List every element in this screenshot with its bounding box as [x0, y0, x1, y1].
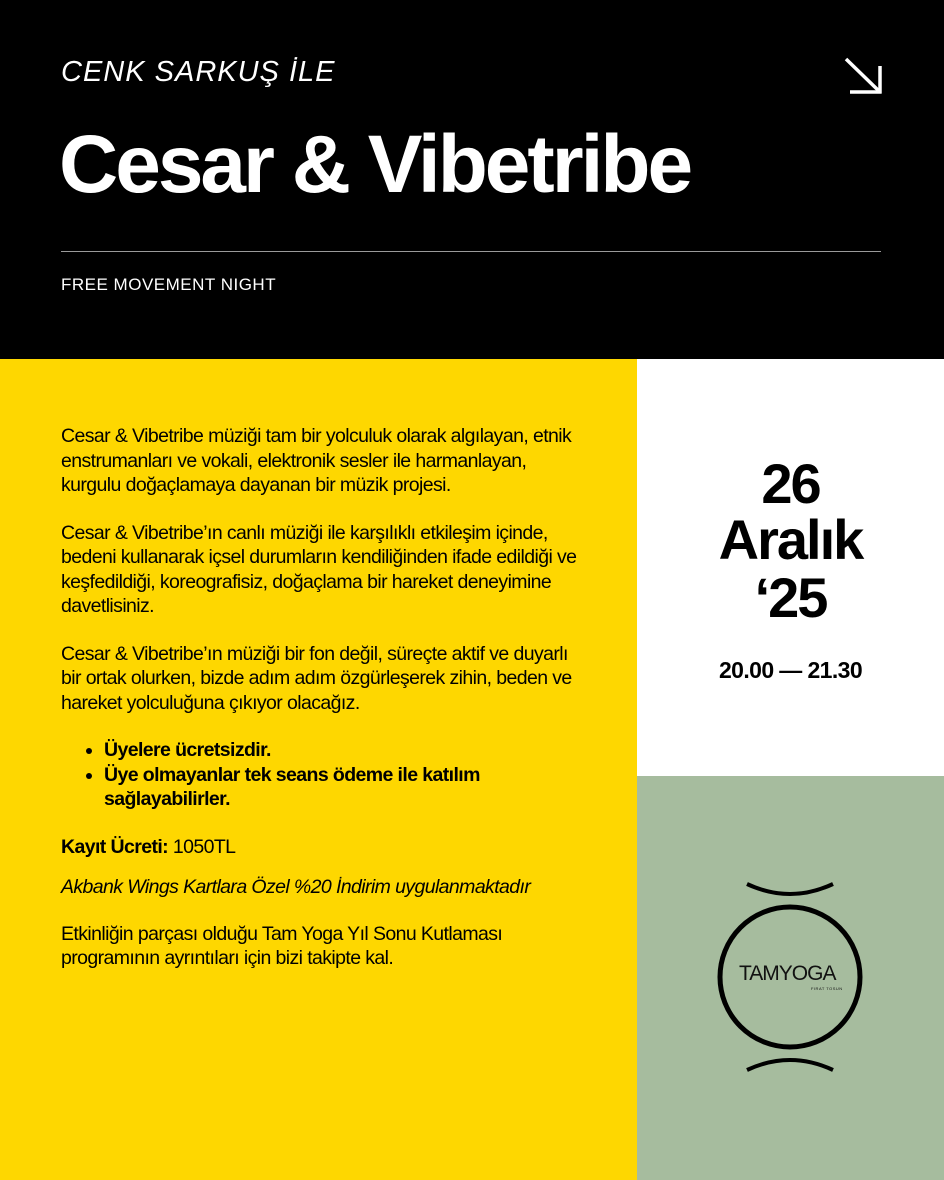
logo-wordmark: TAMYOGA: [739, 962, 836, 985]
header-divider: [61, 251, 881, 252]
description-paragraph: Cesar & Vibetribe müziği tam bir yolculuk olarak algılayan, etnik enstrumanları ve vokali, elektronik sesler ile harmanlayan, kurgulu doğaçlamaya dayanan bir müzik projesi.: [61, 425, 572, 496]
fee-value: 1050TL: [168, 835, 236, 858]
description-content: [61, 424, 581, 994]
date-month: Aralık: [718, 508, 863, 571]
event-time: 20.00 — 21.30: [718, 657, 863, 683]
discount-note: Akbank Wings Kartlara Özel %20 İndirim uygulanmaktadır: [61, 876, 531, 898]
logo-subtext: FIRAT TOSUN: [811, 986, 843, 991]
description-paragraph: Cesar & Vibetribe’ın canlı müziği ile karşılıklı etkileşim içinde, bedeni kullanarak içsel durumların kendiliğinden ifade edildiği ve keşfedildiği, koreografisiz, doğaçlama bir hareket deneyimine davetlisiniz.: [61, 521, 577, 617]
condition-item: • Üyelere ücretsizdir.: [104, 738, 581, 763]
closing-text: Etkinliğin parçası olduğu Tam Yoga Yıl Sonu Kutlaması programının ayrıntıları için bizi takipte kal.: [61, 922, 503, 969]
date-panel: [637, 359, 944, 776]
condition-item: • Üye olmayanlar tek seans ödeme ile katılım sağlayabilirler.: [104, 763, 581, 812]
date-day: 26: [761, 452, 820, 515]
conditions-list: [61, 738, 581, 812]
description-panel: [0, 359, 637, 1180]
description-paragraph: Cesar & Vibetribe’ın müziği bir fon değil, süreçte aktif ve duyarlı bir ortak olurken, bizde adım adım özgürleşerek zihin, beden ve hareket yolculuğuna çıkıyor olacağız.: [61, 642, 572, 714]
host-kicker: CENK SARKUŞ İLE: [61, 56, 336, 88]
event-subtitle: FREE MOVEMENT NIGHT: [61, 275, 277, 294]
arrow-down-right-icon[interactable]: [842, 56, 884, 96]
header: [0, 0, 944, 359]
registration-fee: [61, 835, 581, 860]
logo-panel: [637, 776, 944, 1180]
date-year: ‘25: [754, 566, 827, 629]
event-title: Cesar & Vibetribe: [59, 119, 691, 210]
fee-label: Kayıt Ücreti:: [61, 835, 169, 858]
